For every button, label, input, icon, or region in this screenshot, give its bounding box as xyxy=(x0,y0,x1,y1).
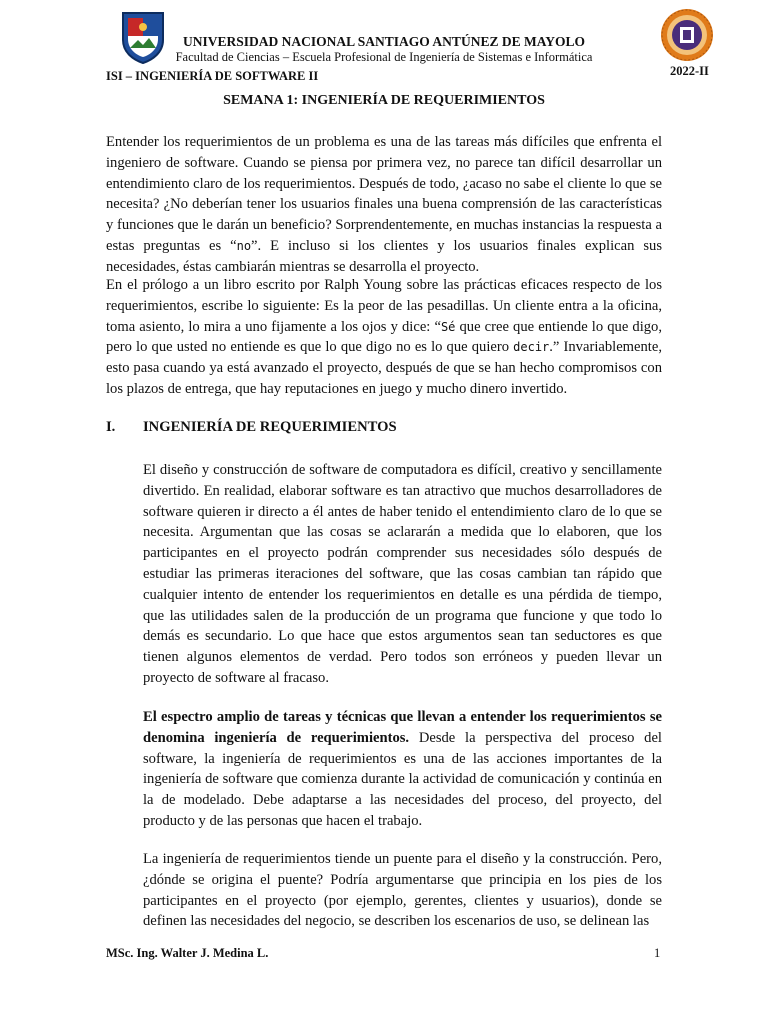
prologue-text-a: En el prólogo a un libro escrito por Ralph Young sobre las prácticas eficaces respecto de los requerimientos, escribe lo siguiente: Es la peor de las pesadillas. Un cliente entra a la oficina, toma asiento, lo mira a uno fijamente a los ojos y dice: “ xyxy=(106,277,662,335)
term-label: 2022-II xyxy=(670,64,709,78)
section-number: I. xyxy=(106,419,116,435)
prologue-quote-se: Sé xyxy=(440,319,456,334)
prologue-quote-decir: decir xyxy=(513,340,550,355)
design-paragraph: El diseño y construcción de software de computadora es difícil, creativo y sencillamente divertido. En realidad, elaborar software es tan atractivo que muchos desarrolladores de software quieren ir directo a él antes de haber tenido el entendimiento claro de lo que se necesita. Argumentan que las cosas se aclararán a medida que lo elaboren, que los participantes en el proyecto podrán comprender sus necesidades sólo después de estudiar las primeras iteraciones del software, que las cosas cambian tan rápido que cualquier intento de entender los requerimientos en detalle es una pérdida de tiempo, que las utilidades salen de la producción de un programa que funcione y que todo lo demás es secundario. Lo que hace que estos argumentos sean tan seductores es que tienen algunos elementos de verdad. Pero todos son erróneos y pueden llevar un proyecto de software al fracaso. xyxy=(143,462,662,686)
university-name: UNIVERSIDAD NACIONAL SANTIAGO ANTÚNEZ DE MAYOLO xyxy=(183,34,585,49)
intro-quote-no: no xyxy=(236,238,252,253)
footer-author: MSc. Ing. Walter J. Medina L. xyxy=(106,946,269,960)
page-number: 1 xyxy=(654,946,661,960)
spectrum-paragraph xyxy=(143,707,662,832)
section-heading: INGENIERÍA DE REQUERIMIENTOS xyxy=(143,419,397,435)
bridge-paragraph: La ingeniería de requerimientos tiende un puente para el diseño y la construcción. Pero, ¿dónde se origina el puente? Podría argumentarse que principia en los pies de los participantes en el proyecto (por ejemplo, gerentes, clientes y usuarios), donde se definen las necesidades del negocio, se describen los escenarios de uso, se delinean las xyxy=(143,851,662,930)
intro-text-b: ”. E incluso si los clientes y los usuarios finales explican sus necesidades, éstas cambiarán mientras se desarrolla el proyecto. xyxy=(106,237,662,275)
intro-text-a: Entender los requerimientos de un problema es una de las tareas más difíciles que enfrenta el ingeniero de software. Cuando se piensa por primera vez, no parece tan difícil desarrollar un entendimiento claro de los requerimientos. Después de todo, ¿acaso no sabe el cliente lo que se necesita? ¿No deberían tener los usuarios finales una buena comprensión de las características y funciones que le darán un beneficio? Sorprendentemente, en muchas instancias la respuesta a estas preguntas es “ xyxy=(106,134,662,254)
prologue-text-b: que cree que entiende lo que digo, pero lo que usted no entiende es que lo que digo no es lo que quiero xyxy=(106,318,662,356)
spectrum-bold-definition: El espectro amplio de tareas y técnicas que llevan a entender los requerimientos se denomina ingeniería de requerimientos. xyxy=(143,709,662,746)
prologue-text-c: .” Invariablemente, esto pasa cuando ya está avanzado el proyecto, después de que se han hecho compromisos con los plazos de entrega, que hay reputaciones en juego y mucho dinero invertido. xyxy=(106,339,662,397)
prologue-paragraph xyxy=(106,275,662,400)
document-title: SEMANA 1: INGENIERÍA DE REQUERIMIENTOS xyxy=(223,93,545,108)
spectrum-text: Desde la perspectiva del proceso del software, la ingeniería de requerimientos es una de las acciones importantes de la ingeniería de software que comienza durante la actividad de comunicación y continúa en la de modelado. Debe adaptarse a las necesidades del proceso, del proyecto, del producto y de las personas que hacen el trabajo. xyxy=(143,729,662,829)
intro-paragraph xyxy=(106,132,662,278)
course-name: ISI – INGENIERÍA DE SOFTWARE II xyxy=(106,69,319,83)
faculty-name: Facultad de Ciencias – Escuela Profesional de Ingeniería de Sistemas e Informática xyxy=(175,50,593,64)
